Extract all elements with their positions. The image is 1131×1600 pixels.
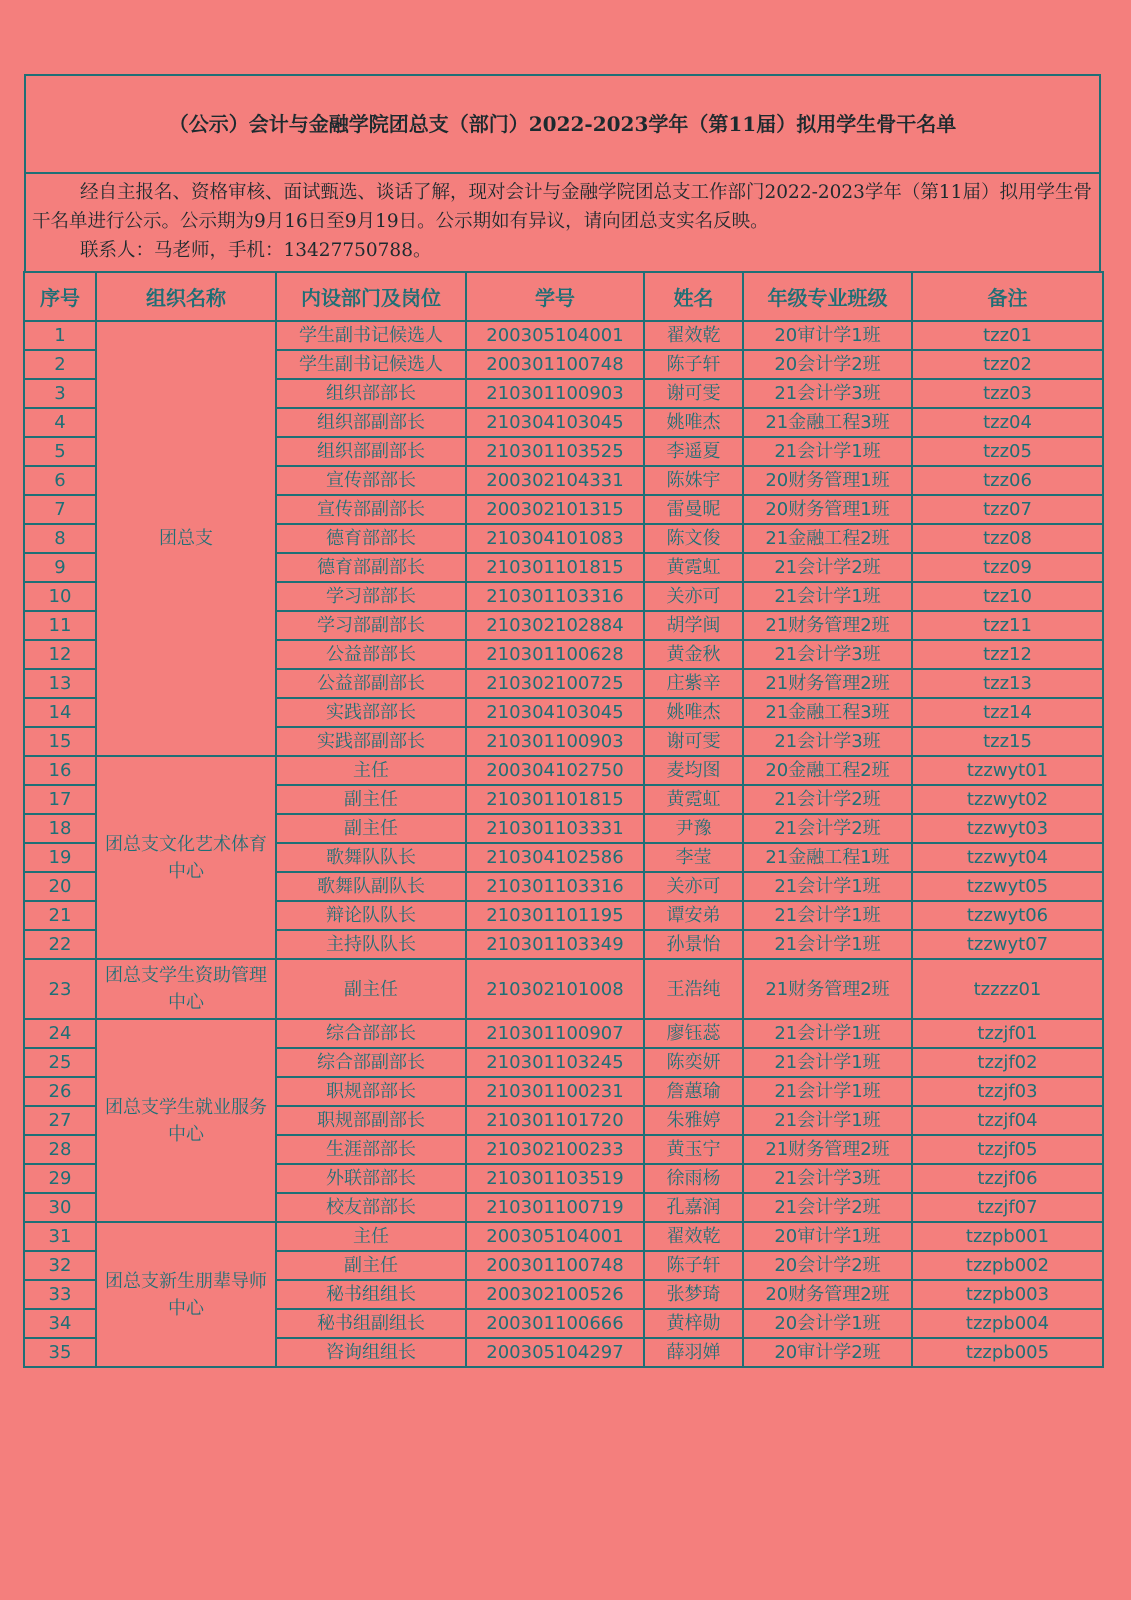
cell-student-id: 210304103045 <box>466 698 644 727</box>
cell-student-id: 210302100233 <box>466 1135 644 1164</box>
roster-body <box>24 321 1103 1367</box>
cell-index: 1 <box>24 321 96 350</box>
cell-remark: tzzjf05 <box>912 1135 1103 1164</box>
roster-table <box>23 271 1104 1368</box>
header-name: 姓名 <box>644 272 743 321</box>
cell-name: 关亦可 <box>644 872 743 901</box>
cell-class: 20财务管理2班 <box>743 1280 912 1309</box>
cell-student-id: 210301101195 <box>466 901 644 930</box>
header-remark: 备注 <box>912 272 1103 321</box>
cell-index: 4 <box>24 408 96 437</box>
cell-remark: tzzjf02 <box>912 1048 1103 1077</box>
cell-remark: tzzwyt03 <box>912 814 1103 843</box>
cell-remark: tzz15 <box>912 727 1103 756</box>
cell-index: 24 <box>24 1019 96 1048</box>
contact-line: 联系人：马老师，手机：13427750788。 <box>80 240 432 261</box>
header-row <box>24 272 1103 321</box>
cell-student-id: 210304102586 <box>466 843 644 872</box>
cell-class: 20财务管理1班 <box>743 495 912 524</box>
cell-remark: tzz07 <box>912 495 1103 524</box>
cell-index: 28 <box>24 1135 96 1164</box>
cell-remark: tzzpb002 <box>912 1251 1103 1280</box>
cell-name: 孔嘉润 <box>644 1193 743 1222</box>
cell-index: 30 <box>24 1193 96 1222</box>
cell-name: 谢可雯 <box>644 727 743 756</box>
cell-org: 团总支 <box>96 321 276 756</box>
cell-name: 徐雨杨 <box>644 1164 743 1193</box>
cell-student-id: 210301103331 <box>466 814 644 843</box>
cell-index: 6 <box>24 466 96 495</box>
cell-name: 胡学闽 <box>644 611 743 640</box>
cell-student-id: 210301103519 <box>466 1164 644 1193</box>
cell-class: 20会计学2班 <box>743 1251 912 1280</box>
cell-student-id: 210301103316 <box>466 872 644 901</box>
cell-org: 团总支学生资助管理中心 <box>96 959 276 1019</box>
cell-student-id: 200302101315 <box>466 495 644 524</box>
cell-class: 21会计学1班 <box>743 437 912 466</box>
header-position: 内设部门及岗位 <box>276 272 466 321</box>
cell-remark: tzzjf03 <box>912 1077 1103 1106</box>
cell-remark: tzz14 <box>912 698 1103 727</box>
cell-name: 陈姝宇 <box>644 466 743 495</box>
cell-class: 20审计学1班 <box>743 321 912 350</box>
cell-remark: tzz12 <box>912 640 1103 669</box>
cell-student-id: 210301100903 <box>466 727 644 756</box>
cell-index: 26 <box>24 1077 96 1106</box>
cell-remark: tzz08 <box>912 524 1103 553</box>
cell-position: 主持队队长 <box>276 930 466 959</box>
cell-remark: tzz11 <box>912 611 1103 640</box>
cell-remark: tzzpb003 <box>912 1280 1103 1309</box>
cell-name: 陈子轩 <box>644 350 743 379</box>
cell-position: 副主任 <box>276 959 466 1019</box>
cell-position: 德育部副部长 <box>276 553 466 582</box>
cell-index: 35 <box>24 1338 96 1367</box>
cell-index: 22 <box>24 930 96 959</box>
cell-position: 组织部副部长 <box>276 437 466 466</box>
cell-org: 团总支学生就业服务中心 <box>96 1019 276 1222</box>
cell-remark: tzz05 <box>912 437 1103 466</box>
cell-position: 副主任 <box>276 814 466 843</box>
intro-block <box>26 174 1099 271</box>
cell-remark: tzzwyt02 <box>912 785 1103 814</box>
cell-position: 公益部部长 <box>276 640 466 669</box>
cell-index: 21 <box>24 901 96 930</box>
header-index: 序号 <box>24 272 96 321</box>
cell-student-id: 200301100748 <box>466 1251 644 1280</box>
cell-remark: tzz01 <box>912 321 1103 350</box>
cell-remark: tzzpb005 <box>912 1338 1103 1367</box>
cell-student-id: 200305104001 <box>466 1222 644 1251</box>
cell-name: 孙景怡 <box>644 930 743 959</box>
cell-position: 职规部副部长 <box>276 1106 466 1135</box>
cell-class: 21会计学3班 <box>743 379 912 408</box>
cell-student-id: 210304101083 <box>466 524 644 553</box>
table-row <box>24 756 1103 785</box>
cell-index: 15 <box>24 727 96 756</box>
cell-position: 综合部副部长 <box>276 1048 466 1077</box>
cell-class: 21金融工程3班 <box>743 408 912 437</box>
cell-index: 11 <box>24 611 96 640</box>
cell-name: 尹豫 <box>644 814 743 843</box>
cell-position: 主任 <box>276 756 466 785</box>
cell-position: 组织部部长 <box>276 379 466 408</box>
cell-class: 20审计学1班 <box>743 1222 912 1251</box>
cell-position: 学习部副部长 <box>276 611 466 640</box>
cell-remark: tzz04 <box>912 408 1103 437</box>
cell-student-id: 210301101815 <box>466 553 644 582</box>
cell-student-id: 210301103245 <box>466 1048 644 1077</box>
cell-position: 辩论队队长 <box>276 901 466 930</box>
cell-class: 21财务管理2班 <box>743 1135 912 1164</box>
cell-class: 21会计学1班 <box>743 901 912 930</box>
cell-index: 18 <box>24 814 96 843</box>
cell-class: 21会计学1班 <box>743 1077 912 1106</box>
cell-name: 张梦琦 <box>644 1280 743 1309</box>
cell-name: 李莹 <box>644 843 743 872</box>
cell-class: 21财务管理2班 <box>743 669 912 698</box>
cell-remark: tzzjf01 <box>912 1019 1103 1048</box>
cell-index: 20 <box>24 872 96 901</box>
cell-remark: tzzjf06 <box>912 1164 1103 1193</box>
cell-position: 德育部部长 <box>276 524 466 553</box>
cell-index: 33 <box>24 1280 96 1309</box>
cell-index: 5 <box>24 437 96 466</box>
cell-index: 31 <box>24 1222 96 1251</box>
cell-index: 10 <box>24 582 96 611</box>
cell-position: 宣传部部长 <box>276 466 466 495</box>
cell-position: 宣传部副部长 <box>276 495 466 524</box>
cell-index: 12 <box>24 640 96 669</box>
cell-index: 34 <box>24 1309 96 1338</box>
cell-position: 副主任 <box>276 785 466 814</box>
cell-position: 秘书组组长 <box>276 1280 466 1309</box>
cell-name: 李遥夏 <box>644 437 743 466</box>
cell-student-id: 210301101720 <box>466 1106 644 1135</box>
cell-position: 实践部副部长 <box>276 727 466 756</box>
cell-position: 学习部部长 <box>276 582 466 611</box>
cell-class: 21会计学2班 <box>743 785 912 814</box>
cell-student-id: 210301100903 <box>466 379 644 408</box>
cell-class: 21会计学1班 <box>743 582 912 611</box>
cell-index: 14 <box>24 698 96 727</box>
cell-position: 生涯部部长 <box>276 1135 466 1164</box>
cell-name: 谢可雯 <box>644 379 743 408</box>
cell-class: 21金融工程2班 <box>743 524 912 553</box>
cell-position: 职规部部长 <box>276 1077 466 1106</box>
cell-name: 陈奕妍 <box>644 1048 743 1077</box>
cell-position: 主任 <box>276 1222 466 1251</box>
cell-remark: tzz02 <box>912 350 1103 379</box>
cell-remark: tzzzz01 <box>912 959 1103 1019</box>
cell-student-id: 210301101815 <box>466 785 644 814</box>
cell-class: 21财务管理2班 <box>743 611 912 640</box>
cell-student-id: 200305104297 <box>466 1338 644 1367</box>
cell-name: 雷曼昵 <box>644 495 743 524</box>
cell-index: 27 <box>24 1106 96 1135</box>
cell-student-id: 200304102750 <box>466 756 644 785</box>
cell-remark: tzz03 <box>912 379 1103 408</box>
cell-position: 咨询组组长 <box>276 1338 466 1367</box>
cell-position: 组织部副部长 <box>276 408 466 437</box>
cell-remark: tzzwyt04 <box>912 843 1103 872</box>
cell-name: 姚唯杰 <box>644 698 743 727</box>
cell-student-id: 210304103045 <box>466 408 644 437</box>
header-box <box>24 74 1101 271</box>
cell-name: 翟效乾 <box>644 1222 743 1251</box>
cell-position: 学生副书记候选人 <box>276 321 466 350</box>
cell-student-id: 210301103349 <box>466 930 644 959</box>
cell-student-id: 200301100666 <box>466 1309 644 1338</box>
cell-index: 19 <box>24 843 96 872</box>
table-row <box>24 1019 1103 1048</box>
cell-index: 16 <box>24 756 96 785</box>
cell-student-id: 200305104001 <box>466 321 644 350</box>
cell-position: 歌舞队队长 <box>276 843 466 872</box>
cell-name: 谭安弟 <box>644 901 743 930</box>
cell-student-id: 210302101008 <box>466 959 644 1019</box>
cell-position: 歌舞队副队长 <box>276 872 466 901</box>
cell-position: 副主任 <box>276 1251 466 1280</box>
cell-name: 薛羽婵 <box>644 1338 743 1367</box>
cell-class: 21会计学1班 <box>743 930 912 959</box>
cell-name: 关亦可 <box>644 582 743 611</box>
cell-student-id: 200301100748 <box>466 350 644 379</box>
cell-class: 21会计学1班 <box>743 1106 912 1135</box>
cell-index: 2 <box>24 350 96 379</box>
cell-class: 21会计学3班 <box>743 1164 912 1193</box>
cell-student-id: 210301100907 <box>466 1019 644 1048</box>
cell-class: 21会计学2班 <box>743 553 912 582</box>
cell-index: 23 <box>24 959 96 1019</box>
cell-name: 朱雅婷 <box>644 1106 743 1135</box>
cell-student-id: 210301100719 <box>466 1193 644 1222</box>
cell-student-id: 210302100725 <box>466 669 644 698</box>
cell-position: 学生副书记候选人 <box>276 350 466 379</box>
cell-name: 黄梓勋 <box>644 1309 743 1338</box>
cell-class: 20审计学2班 <box>743 1338 912 1367</box>
cell-position: 外联部部长 <box>276 1164 466 1193</box>
cell-position: 综合部部长 <box>276 1019 466 1048</box>
cell-name: 詹蕙瑜 <box>644 1077 743 1106</box>
cell-class: 21会计学2班 <box>743 1193 912 1222</box>
cell-class: 20财务管理1班 <box>743 466 912 495</box>
cell-org: 团总支文化艺术体育中心 <box>96 756 276 959</box>
header-org: 组织名称 <box>96 272 276 321</box>
cell-position: 校友部部长 <box>276 1193 466 1222</box>
cell-class: 21会计学3班 <box>743 640 912 669</box>
cell-remark: tzzwyt05 <box>912 872 1103 901</box>
cell-name: 翟效乾 <box>644 321 743 350</box>
cell-class: 21财务管理2班 <box>743 959 912 1019</box>
cell-name: 王浩纯 <box>644 959 743 1019</box>
cell-index: 3 <box>24 379 96 408</box>
cell-class: 21会计学1班 <box>743 1048 912 1077</box>
table-row <box>24 1222 1103 1251</box>
cell-index: 29 <box>24 1164 96 1193</box>
cell-remark: tzzjf04 <box>912 1106 1103 1135</box>
cell-name: 黄金秋 <box>644 640 743 669</box>
document <box>24 74 1101 1368</box>
cell-remark: tzzwyt07 <box>912 930 1103 959</box>
header-student-id: 学号 <box>466 272 644 321</box>
cell-remark: tzz09 <box>912 553 1103 582</box>
cell-remark: tzz10 <box>912 582 1103 611</box>
cell-name: 陈文俊 <box>644 524 743 553</box>
cell-index: 7 <box>24 495 96 524</box>
cell-index: 9 <box>24 553 96 582</box>
cell-position: 实践部部长 <box>276 698 466 727</box>
cell-name: 姚唯杰 <box>644 408 743 437</box>
cell-student-id: 200302100526 <box>466 1280 644 1309</box>
cell-remark: tzz13 <box>912 669 1103 698</box>
cell-class: 20会计学2班 <box>743 350 912 379</box>
cell-student-id: 210301103525 <box>466 437 644 466</box>
cell-student-id: 210301103316 <box>466 582 644 611</box>
cell-class: 20金融工程2班 <box>743 756 912 785</box>
cell-student-id: 210301100231 <box>466 1077 644 1106</box>
cell-remark: tzzwyt06 <box>912 901 1103 930</box>
cell-class: 20会计学1班 <box>743 1309 912 1338</box>
cell-name: 黄霓虹 <box>644 553 743 582</box>
cell-class: 21金融工程1班 <box>743 843 912 872</box>
cell-class: 21会计学1班 <box>743 1019 912 1048</box>
cell-class: 21会计学1班 <box>743 872 912 901</box>
cell-name: 黄玉宁 <box>644 1135 743 1164</box>
cell-position: 公益部副部长 <box>276 669 466 698</box>
cell-class: 21金融工程3班 <box>743 698 912 727</box>
cell-remark: tzzjf07 <box>912 1193 1103 1222</box>
intro-paragraph: 经自主报名、资格审核、面试甄选、谈话了解，现对会计与金融学院团总支工作部门2022-2023学年（第11届）拟用学生骨干名单进行公示。公示期为9月16日至9月19日。公示期如有异议，请向团总支实名反映。 <box>32 182 1092 232</box>
cell-index: 25 <box>24 1048 96 1077</box>
cell-remark: tzz06 <box>912 466 1103 495</box>
table-row <box>24 321 1103 350</box>
table-row <box>24 959 1103 1019</box>
cell-name: 黄霓虹 <box>644 785 743 814</box>
cell-index: 8 <box>24 524 96 553</box>
cell-position: 秘书组副组长 <box>276 1309 466 1338</box>
cell-remark: tzzpb001 <box>912 1222 1103 1251</box>
cell-index: 32 <box>24 1251 96 1280</box>
cell-index: 13 <box>24 669 96 698</box>
cell-org: 团总支新生朋辈导师中心 <box>96 1222 276 1367</box>
cell-name: 庄紫辛 <box>644 669 743 698</box>
cell-class: 21会计学2班 <box>743 814 912 843</box>
header-class: 年级专业班级 <box>743 272 912 321</box>
cell-remark: tzzpb004 <box>912 1309 1103 1338</box>
cell-name: 陈子轩 <box>644 1251 743 1280</box>
page-title: （公示）会计与金融学院团总支（部门）2022-2023学年（第11届）拟用学生骨干名单 <box>26 76 1099 174</box>
cell-class: 21会计学3班 <box>743 727 912 756</box>
cell-index: 17 <box>24 785 96 814</box>
cell-remark: tzzwyt01 <box>912 756 1103 785</box>
cell-name: 廖钰蕊 <box>644 1019 743 1048</box>
cell-name: 麦均图 <box>644 756 743 785</box>
cell-student-id: 210301100628 <box>466 640 644 669</box>
cell-student-id: 210302102884 <box>466 611 644 640</box>
cell-student-id: 200302104331 <box>466 466 644 495</box>
